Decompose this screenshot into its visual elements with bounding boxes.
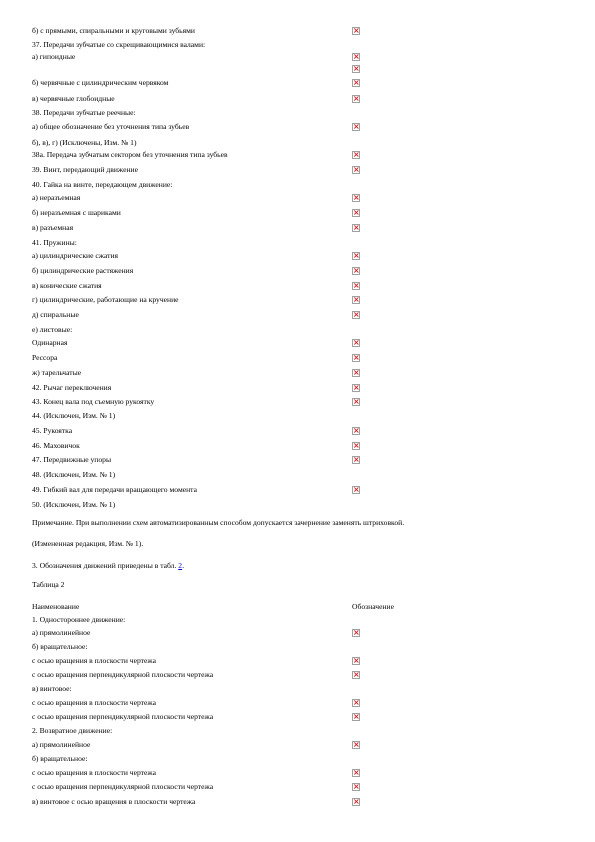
table-row-label: 37. Передачи зубчатые со скрещивающимися валами: [32,40,206,49]
table-row [32,441,595,451]
table-row [32,40,595,50]
table-row [32,485,595,495]
table-row [32,122,595,132]
table-row-label: е) листовые: [32,325,73,334]
table-row [32,180,595,190]
broken-image-icon [352,427,360,435]
table-row-label: а) цилиндрические сжатия [32,251,119,260]
broken-image-icon [352,398,360,406]
table-row [32,266,595,276]
broken-image-icon [352,166,360,174]
table-row-label: в) разъемная [32,223,74,232]
broken-image-icon [352,798,360,806]
table-row [32,642,595,652]
broken-image-icon [352,354,360,362]
table-row [32,310,595,320]
broken-image-icon [352,339,360,347]
table-row [32,52,595,62]
table-row-label: г) цилиндрические, работающие на кручение [32,295,179,304]
table-row [32,426,595,436]
table-row-label: д) спиральные [32,310,79,319]
table-row [32,64,595,74]
table-row [32,295,595,305]
broken-image-icon [352,486,360,494]
table-row [32,223,595,233]
broken-image-icon [352,713,360,721]
table-row-label: 44. (Исключен, Изм. № 1) [32,411,116,420]
table-row-label: в) винтовое: [32,684,72,693]
broken-image-icon [352,296,360,304]
table-row-label: с осью вращения в плоскости чертежа [32,656,156,665]
broken-image-icon [352,194,360,202]
broken-image-icon [352,741,360,749]
table-row-label: б) вращательное: [32,754,88,763]
table-row [32,656,595,666]
table-row [32,740,595,750]
table-row [32,251,595,261]
table-row [32,615,595,625]
table-row [32,768,595,778]
table-row-label: 47. Передвижные упоры [32,455,112,464]
table-row [32,712,595,722]
table-row [32,383,595,393]
table-row [32,726,595,736]
table-row-label: с осью вращения перпендикулярной плоскости чертежа [32,670,214,679]
table-2-title: Таблица 2 [32,580,65,589]
table-row-label: Одинарная [32,338,68,347]
broken-image-icon [352,769,360,777]
table-row-label: а) гипоидные [32,52,76,61]
broken-image-icon [352,783,360,791]
broken-image-icon [352,95,360,103]
broken-image-icon [352,65,360,73]
table-row-label: с осью вращения в плоскости чертежа [32,768,156,777]
table-2-link[interactable]: 2 [178,561,183,570]
table-row [32,193,595,203]
broken-image-icon [352,657,360,665]
table-row [32,26,595,36]
table-row-label: 42. Рычаг переключения [32,383,112,392]
table-row-label: с осью вращения перпендикулярной плоскости чертежа [32,712,214,721]
table-row-label: 39. Винт, передающий движение [32,165,138,174]
table-row-label: б) червячные с цилиндрическим червяком [32,78,169,87]
table-row [32,797,595,807]
broken-image-icon [352,27,360,35]
table-row [32,628,595,638]
table-row-label: 45. Рукоятка [32,426,73,435]
table-row-label: 38. Передачи зубчатые реечные: [32,108,136,117]
table-row [32,353,595,363]
table-row-label: Рессора [32,353,58,362]
table-row-label: б), в), г) (Исключены, Изм. № 1) [32,138,137,147]
table-row [32,470,595,480]
table-row [32,698,595,708]
table-row [32,325,595,335]
paragraph-3-text: 3. Обозначения движений приведены в табл. [32,561,179,570]
table-row-label: 49. Гибкий вал для передачи вращающего момента [32,485,197,494]
table-row [32,150,595,160]
paragraph-3 [32,561,184,571]
broken-image-icon [352,79,360,87]
broken-image-icon [352,282,360,290]
table-row [32,78,595,88]
table-row-label: ж) тарельчатые [32,368,82,377]
table-row [32,281,595,291]
broken-image-icon [352,123,360,131]
broken-image-icon [352,442,360,450]
paragraph-3-suffix: . [182,561,184,570]
table-row-label: 43. Конец вала под съемную рукоятку [32,397,155,406]
table-row-label: б) неразъемная с шариками [32,208,121,217]
broken-image-icon [352,151,360,159]
broken-image-icon [352,369,360,377]
broken-image-icon [352,252,360,260]
table-2-header-symbol: Обозначение [352,602,394,611]
broken-image-icon [352,267,360,275]
table-row [32,368,595,378]
broken-image-icon [352,311,360,319]
table-row-label: б) с прямыми, спиральными и круговыми зубьями [32,26,195,35]
table-row [32,500,595,510]
table-row [32,782,595,792]
table-row-label: 46. Маховичок [32,441,80,450]
table-row-label: 40. Гайка на винте, передающем движение: [32,180,173,189]
broken-image-icon [352,671,360,679]
table-row-label: с осью вращения перпендикулярной плоскости чертежа [32,782,214,791]
table-row-label: в) червячные глобоидные [32,94,115,103]
revision-text: (Измененная редакция, Изм. № 1). [32,539,144,548]
broken-image-icon [352,209,360,217]
table-row [32,208,595,218]
table-row-label: 41. Пружины: [32,238,77,247]
table-row [32,94,595,104]
table-row-label: б) вращательное: [32,642,88,651]
table-row-label: 50. (Исключен, Изм. № 1) [32,500,116,509]
table-row-label: 48. (Исключен, Изм. № 1) [32,470,116,479]
table-row [32,684,595,694]
table-row [32,455,595,465]
table-row-label: 1. Одностороннее движение: [32,615,126,624]
table-row [32,397,595,407]
table-row [32,238,595,248]
broken-image-icon [352,224,360,232]
table-row-label: а) неразъемная [32,193,81,202]
table-row [32,165,595,175]
broken-image-icon [352,384,360,392]
table-row-label: а) общее обозначение без уточнения типа зубьев [32,122,190,131]
broken-image-icon [352,699,360,707]
table-row [32,670,595,680]
table-row-label: а) прямолинейное [32,628,91,637]
table-row-label: а) прямолинейное [32,740,91,749]
table-row-label: в) конические сжатия [32,281,102,290]
table-row-label: в) винтовое с осью вращения в плоскости чертежа [32,797,196,806]
note-text: Примечание. При выполнении схем автоматизированным способом допускается зачернение заменять штриховкой. [32,518,405,527]
table-row [32,754,595,764]
table-row-label: 38а. Передача зубчатым сектором без уточнения типа зубьев [32,150,228,159]
table-row-label: б) цилиндрические растяжения [32,266,134,275]
table-row-label: с осью вращения в плоскости чертежа [32,698,156,707]
table-row [32,338,595,348]
broken-image-icon [352,53,360,61]
table-row [32,108,595,118]
broken-image-icon [352,629,360,637]
table-2-header-name: Наименование [32,602,80,611]
table-row [32,138,595,148]
broken-image-icon [352,456,360,464]
table-row [32,411,595,421]
table-row-label: 2. Возвратное движение: [32,726,113,735]
